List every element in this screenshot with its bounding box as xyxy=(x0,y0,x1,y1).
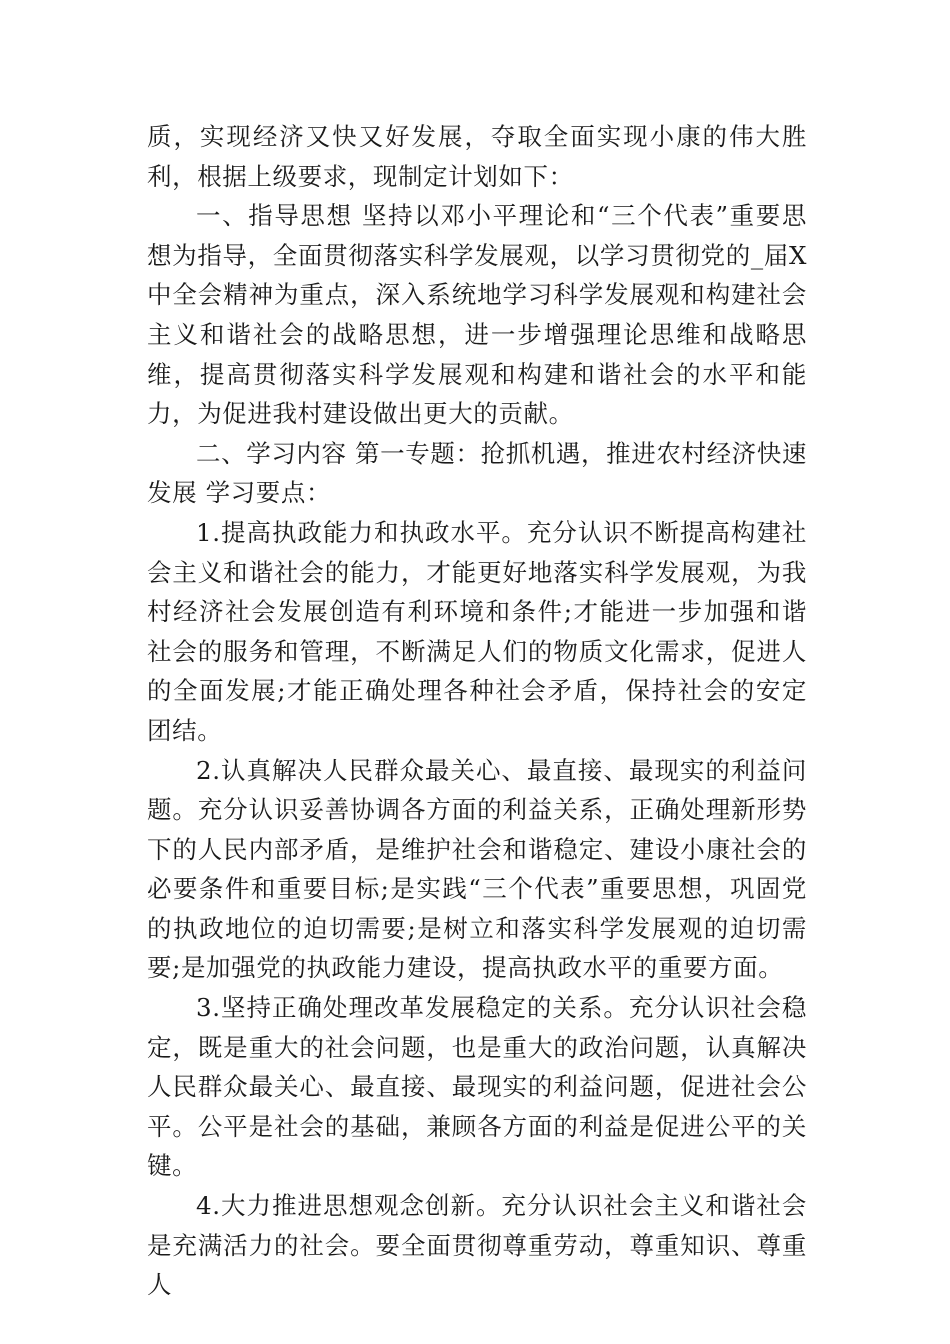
paragraph-continuation: 质，实现经济又快又好发展，夺取全面实现小康的伟大胜利，根据上级要求，现制定计划如下： xyxy=(147,122,807,191)
paragraph-point-4: 4.大力推进思想观念创新。充分认识社会主义和谐社会是充满活力的社会。要全面贯彻尊重劳动，尊重知识、尊重人 xyxy=(147,1191,807,1300)
paragraph-point-2: 2.认真解决人民群众最关心、最直接、最现实的利益问题。充分认识妥善协调各方面的利益关系，正确处理新形势下的人民内部矛盾，是维护社会和谐稳定、建设小康社会的必要条件和重要目标;是实践“三个代表”重要思想，巩固党的执政地位的迫切需要;是树立和落实科学发展观的迫切需要;是加强党的执政能力建设，提高执政水平的重要方面。 xyxy=(147,755,807,983)
paragraph-guiding-ideology: 一、指导思想 坚持以邓小平理论和“三个代表”重要思想为指导，全面贯彻落实科学发展观，以学习贯彻党的_届X中全会精神为重点，深入系统地学习科学发展观和构建社会主义和谐社会的战略思想，进一步增强理论思维和战略思维，提高贯彻落实科学发展观和构建和谐社会的水平和能力，为促进我村建设做出更大的贡献。 xyxy=(147,201,807,429)
document-body xyxy=(147,117,807,1305)
paragraph-study-content: 二、学习内容 第一专题：抢抓机遇，推进农村经济快速发展 学习要点： xyxy=(147,438,807,508)
paragraph-point-1: 1.提高执政能力和执政水平。充分认识不断提高构建社会主义和谐社会的能力，才能更好地落实科学发展观，为我村经济社会发展创造有利环境和条件;才能进一步加强和谐社会的服务和管理，不断满足人们的物质文化需求，促进人的全面发展;才能正确处理各种社会矛盾，保持社会的安定团结。 xyxy=(147,517,807,745)
paragraph-point-3: 3.坚持正确处理改革发展稳定的关系。充分认识社会稳定，既是重大的社会问题，也是重大的政治问题，认真解决人民群众最关心、最直接、最现实的利益问题，促进社会公平。公平是社会的基础，兼顾各方面的利益是促进公平的关键。 xyxy=(147,993,807,1181)
